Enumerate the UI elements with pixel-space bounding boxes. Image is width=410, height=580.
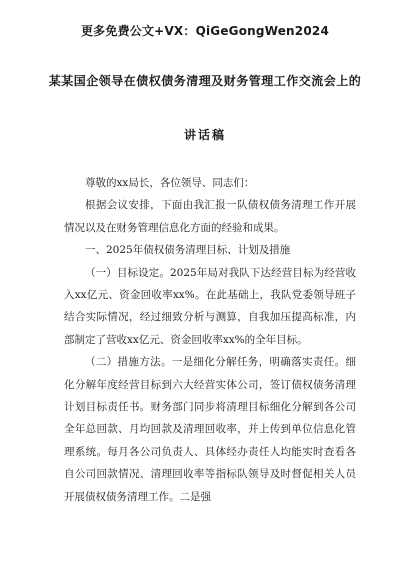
document-title: 某某国企领导在债权债务清理及财务管理工作交流会上的 xyxy=(48,74,362,88)
document-header: 更多免费公文+VX：QiGeGongWen2024 xyxy=(80,24,329,38)
paragraph-intro: 根据会议安排，下面由我汇报一队债权债务清理工作开展情况以及在财务管理信息化方面的经验和成果。 xyxy=(64,199,356,234)
salutation: 尊敬的xx局长，各位领导、同志们： xyxy=(85,177,255,189)
section-heading-1: 一、2025年债权债务清理目标、计划及措施 xyxy=(85,244,291,257)
paragraph-goal-setting: （一）目标设定。2025年局对我队下达经营目标为经营收入xx亿元、资金回收率xx%。在此基础上，我队党委领导班子结合实际情况，经过细致分析与测算，自我加压提高标准，内部制定了营收xx亿元、资金回收率xx%的全年目标。 xyxy=(64,266,356,346)
paragraph-measures: （二）措施方法。一是细化分解任务，明确落实责任。细化分解年度经营目标到六大经营实体公司，签订债权债务清理计划目标责任书。财务部门同步将清理目标细化分解到各公司全年总回款、月均回款及清理回收率，并上传到单位信息化管理系统。每月各公司负责人、具体经办责任人均能实时查看各自公司回款情况、清理回收率等指标队领导及时督促相关人员开展债权债务清理工作。二是强 xyxy=(64,356,356,503)
document-title-line2: 讲话稿 xyxy=(183,128,226,142)
document-body xyxy=(64,172,356,508)
